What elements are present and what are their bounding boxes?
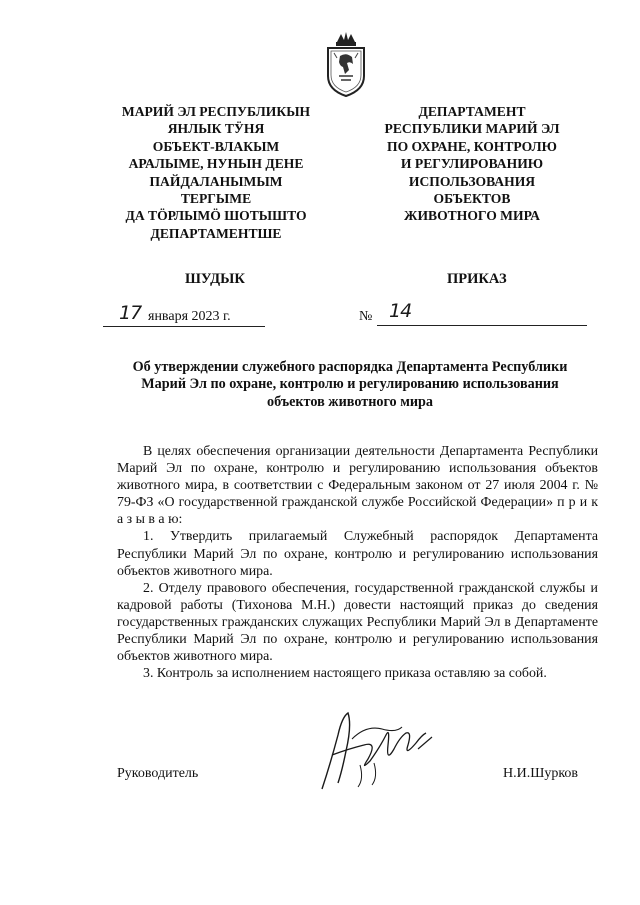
date-day-handwritten: 17 xyxy=(119,302,142,324)
header-left-line: ОБЪЕКТ-ВЛАКЫМ xyxy=(152,138,280,154)
header-left-line: ТЕРГЫМЕ xyxy=(180,191,252,207)
body-paragraph-preamble: В целях обеспечения организации деятельности Департамента Республики Марий Эл по охране, контролю и регулированию использования объектов животного мира, в соответствии с Федеральным законом от 27 июля 2004 г. № 79-ФЗ «О государственной гражданской службе Российской Федерации» п р и к а з ы в а ю: xyxy=(117,444,598,528)
number-field xyxy=(357,300,587,326)
number-handwritten: 14 xyxy=(389,300,412,322)
header-right-block xyxy=(357,103,587,225)
title-line: Марий Эл по охране, контролю и регулированию использования xyxy=(141,376,559,393)
header-left-line: ПАЙДАЛАНЫМЫМ xyxy=(149,173,283,189)
title-line: Об утверждении служебного распорядка Департамента Республики xyxy=(132,359,568,375)
header-right-line: ДЕПАРТАМЕНТ xyxy=(418,104,526,119)
header-right-line: ЖИВОТНОГО МИРА xyxy=(404,208,540,224)
header-right-line: ПО ОХРАНЕ, КОНТРОЛЮ xyxy=(387,138,557,154)
signatory-name: Н.И.Шурков xyxy=(503,766,579,781)
header-left-line: МАРИЙ ЭЛ РЕСПУБЛИКЫН xyxy=(121,104,311,119)
header-left-line: АРАЛЫМЕ, НУНЫН ДЕНЕ xyxy=(128,156,304,172)
header-left-line: ДА ТӦРЛЫМӦ ШОТЫШТО xyxy=(125,208,307,224)
title-line: объектов животного мира xyxy=(266,393,434,410)
date-text: января 2023 г. xyxy=(148,309,231,324)
number-sign: № xyxy=(359,309,373,324)
doc-type-mari: ШУДЫК xyxy=(185,271,245,287)
header-right-line: ИСПОЛЬЗОВАНИЯ xyxy=(408,173,536,189)
body-paragraph-item-2: 2. Отделу правового обеспечения, государственной гражданской службы и кадровой работы (Тихонова М.Н.) довести настоящий приказ до сведения государственных гражданских служащих Республики Марий Эл в Департаменте Республики Марий Эл по охране, контролю и регулированию использования объектов животного мира. xyxy=(117,580,598,665)
handwritten-signature xyxy=(308,705,438,793)
coat-of-arms-icon xyxy=(323,30,369,98)
number-line xyxy=(377,300,587,326)
header-right-line: РЕСПУБЛИКИ МАРИЙ ЭЛ xyxy=(384,121,560,137)
header-left-block xyxy=(101,103,331,242)
body-paragraph-item-1: 1. Утвердить прилагаемый Служебный распорядок Департамента Республики Марий Эл по охране, контролю и регулированию использования объектов животного мира. xyxy=(117,529,598,579)
header-left-line: ЯНЛЫК ТӰНЯ xyxy=(167,121,265,137)
document-title xyxy=(105,359,595,411)
signatory-position: Руководитель xyxy=(117,766,199,781)
body-paragraph-item-3: 3. Контроль за исполнением настоящего приказа оставляю за собой. xyxy=(143,666,547,682)
date-field xyxy=(103,300,265,327)
doc-type-russian: ПРИКАЗ xyxy=(447,271,507,287)
header-right-line: И РЕГУЛИРОВАНИЮ xyxy=(400,156,544,172)
header-left-line: ДЕПАРТАМЕНТШЕ xyxy=(150,225,282,241)
document-body xyxy=(117,443,598,682)
header-right-line: ОБЪЕКТОВ xyxy=(433,191,511,207)
